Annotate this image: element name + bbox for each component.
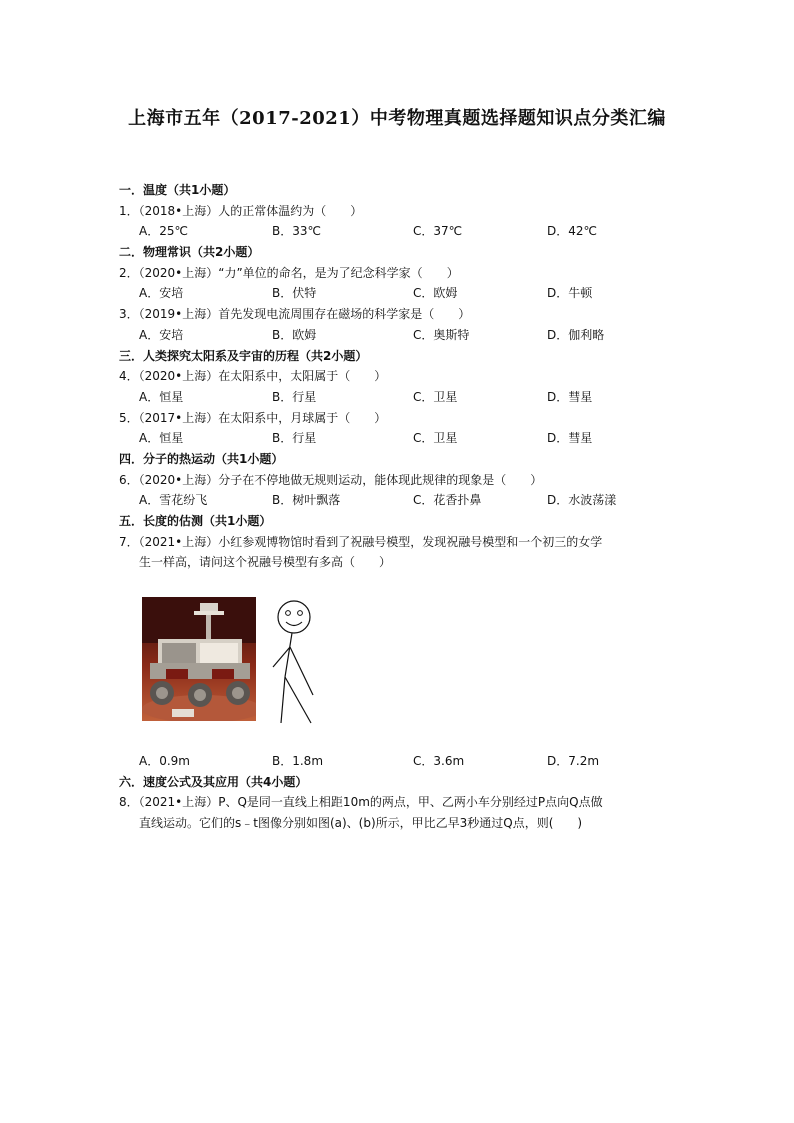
section-heading: 一．温度（共1小题） (119, 183, 236, 197)
option-c: C．花香扑鼻 (413, 493, 482, 508)
section-heading: 五．长度的估测（共1小题） (119, 514, 272, 528)
section-heading: 四．分子的热运动（共1小题） (119, 451, 284, 466)
option-d: D．水波荡漾 (547, 493, 617, 508)
option-c: C．卫星 (413, 431, 458, 446)
option-d: D．彗星 (547, 389, 593, 404)
option-a: A．安培 (139, 286, 184, 301)
option-b: B．33℃ (272, 224, 321, 239)
option-b: B．行星 (272, 431, 317, 446)
option-b: B．1.8m (272, 754, 324, 769)
options-row (119, 283, 689, 304)
option-b: B．树叶飘落 (272, 493, 341, 508)
rover-model-image (142, 597, 256, 721)
options-row (119, 751, 689, 772)
option-c: C．37℃ (413, 224, 463, 239)
option-d: D．42℃ (547, 224, 597, 239)
question-text: 3．（2019•上海）首先发现电流周围存在磁场的科学家是（ ） (119, 307, 471, 322)
page-title: 上海市五年（2017-2021）中考物理真题选择题知识点分类汇编 (128, 108, 666, 129)
option-a: A．恒星 (139, 431, 184, 446)
option-b: B．行星 (272, 389, 317, 404)
option-d: D．彗星 (547, 431, 593, 446)
stick-figure-girl (269, 597, 319, 727)
option-c: C．卫星 (413, 389, 458, 404)
option-d: D．伽利略 (547, 327, 605, 342)
question-text: 6．（2020•上海）分子在不停地做无规则运动，能体现此规律的现象是（ ） (119, 472, 543, 487)
question-text: 1．（2018•上海）人的正常体温约为（ ） (119, 203, 363, 218)
question-list (119, 180, 689, 834)
option-b: B．欧姆 (272, 327, 317, 342)
question-text-continued: 直线运动。它们的s﹣t图像分别如图(a)、(b)所示，甲比乙早3秒通过Q点，则( ) (139, 816, 583, 831)
question-text: 4．（2020•上海）在太阳系中，太阳属于（ ） (119, 369, 387, 384)
option-c: C．奥斯特 (413, 327, 470, 342)
question-figure (119, 593, 689, 751)
option-a: A．恒星 (139, 389, 184, 404)
option-b: B．伏特 (272, 286, 317, 301)
option-a: A．0.9m (139, 754, 190, 769)
options-row (119, 387, 689, 408)
options-row (119, 325, 689, 346)
option-a: A．安培 (139, 327, 184, 342)
section-heading: 三．人类探究太阳系及宇宙的历程（共2小题） (119, 348, 368, 363)
question-text: 5．（2017•上海）在太阳系中，月球属于（ ） (119, 410, 387, 425)
option-c: C．3.6m (413, 754, 465, 769)
question-text-continued: 生一样高，请问这个祝融号模型有多高（ ） (139, 555, 392, 570)
section-heading: 六．速度公式及其应用（共4小题） (119, 774, 308, 789)
option-d: D．7.2m (547, 754, 600, 769)
option-a: A．25℃ (139, 224, 188, 239)
option-d: D．牛顿 (547, 286, 593, 301)
options-row (119, 428, 689, 449)
question-text: 8．（2021•上海）P、Q是同一直线上相距10m的两点，甲、乙两小车分别经过P点向Q点做 (119, 795, 603, 810)
options-row (119, 221, 689, 242)
section-heading: 二．物理常识（共2小题） (119, 245, 260, 260)
option-c: C．欧姆 (413, 286, 458, 301)
option-a: A．雪花纷飞 (139, 493, 208, 508)
options-row (119, 490, 689, 511)
question-text: 7．（2021•上海）小红参观博物馆时看到了祝融号模型，发现祝融号模型和一个初三的女学 (119, 534, 603, 549)
question-text: 2．（2020•上海）“力”单位的命名，是为了纪念科学家（ ） (119, 265, 459, 280)
